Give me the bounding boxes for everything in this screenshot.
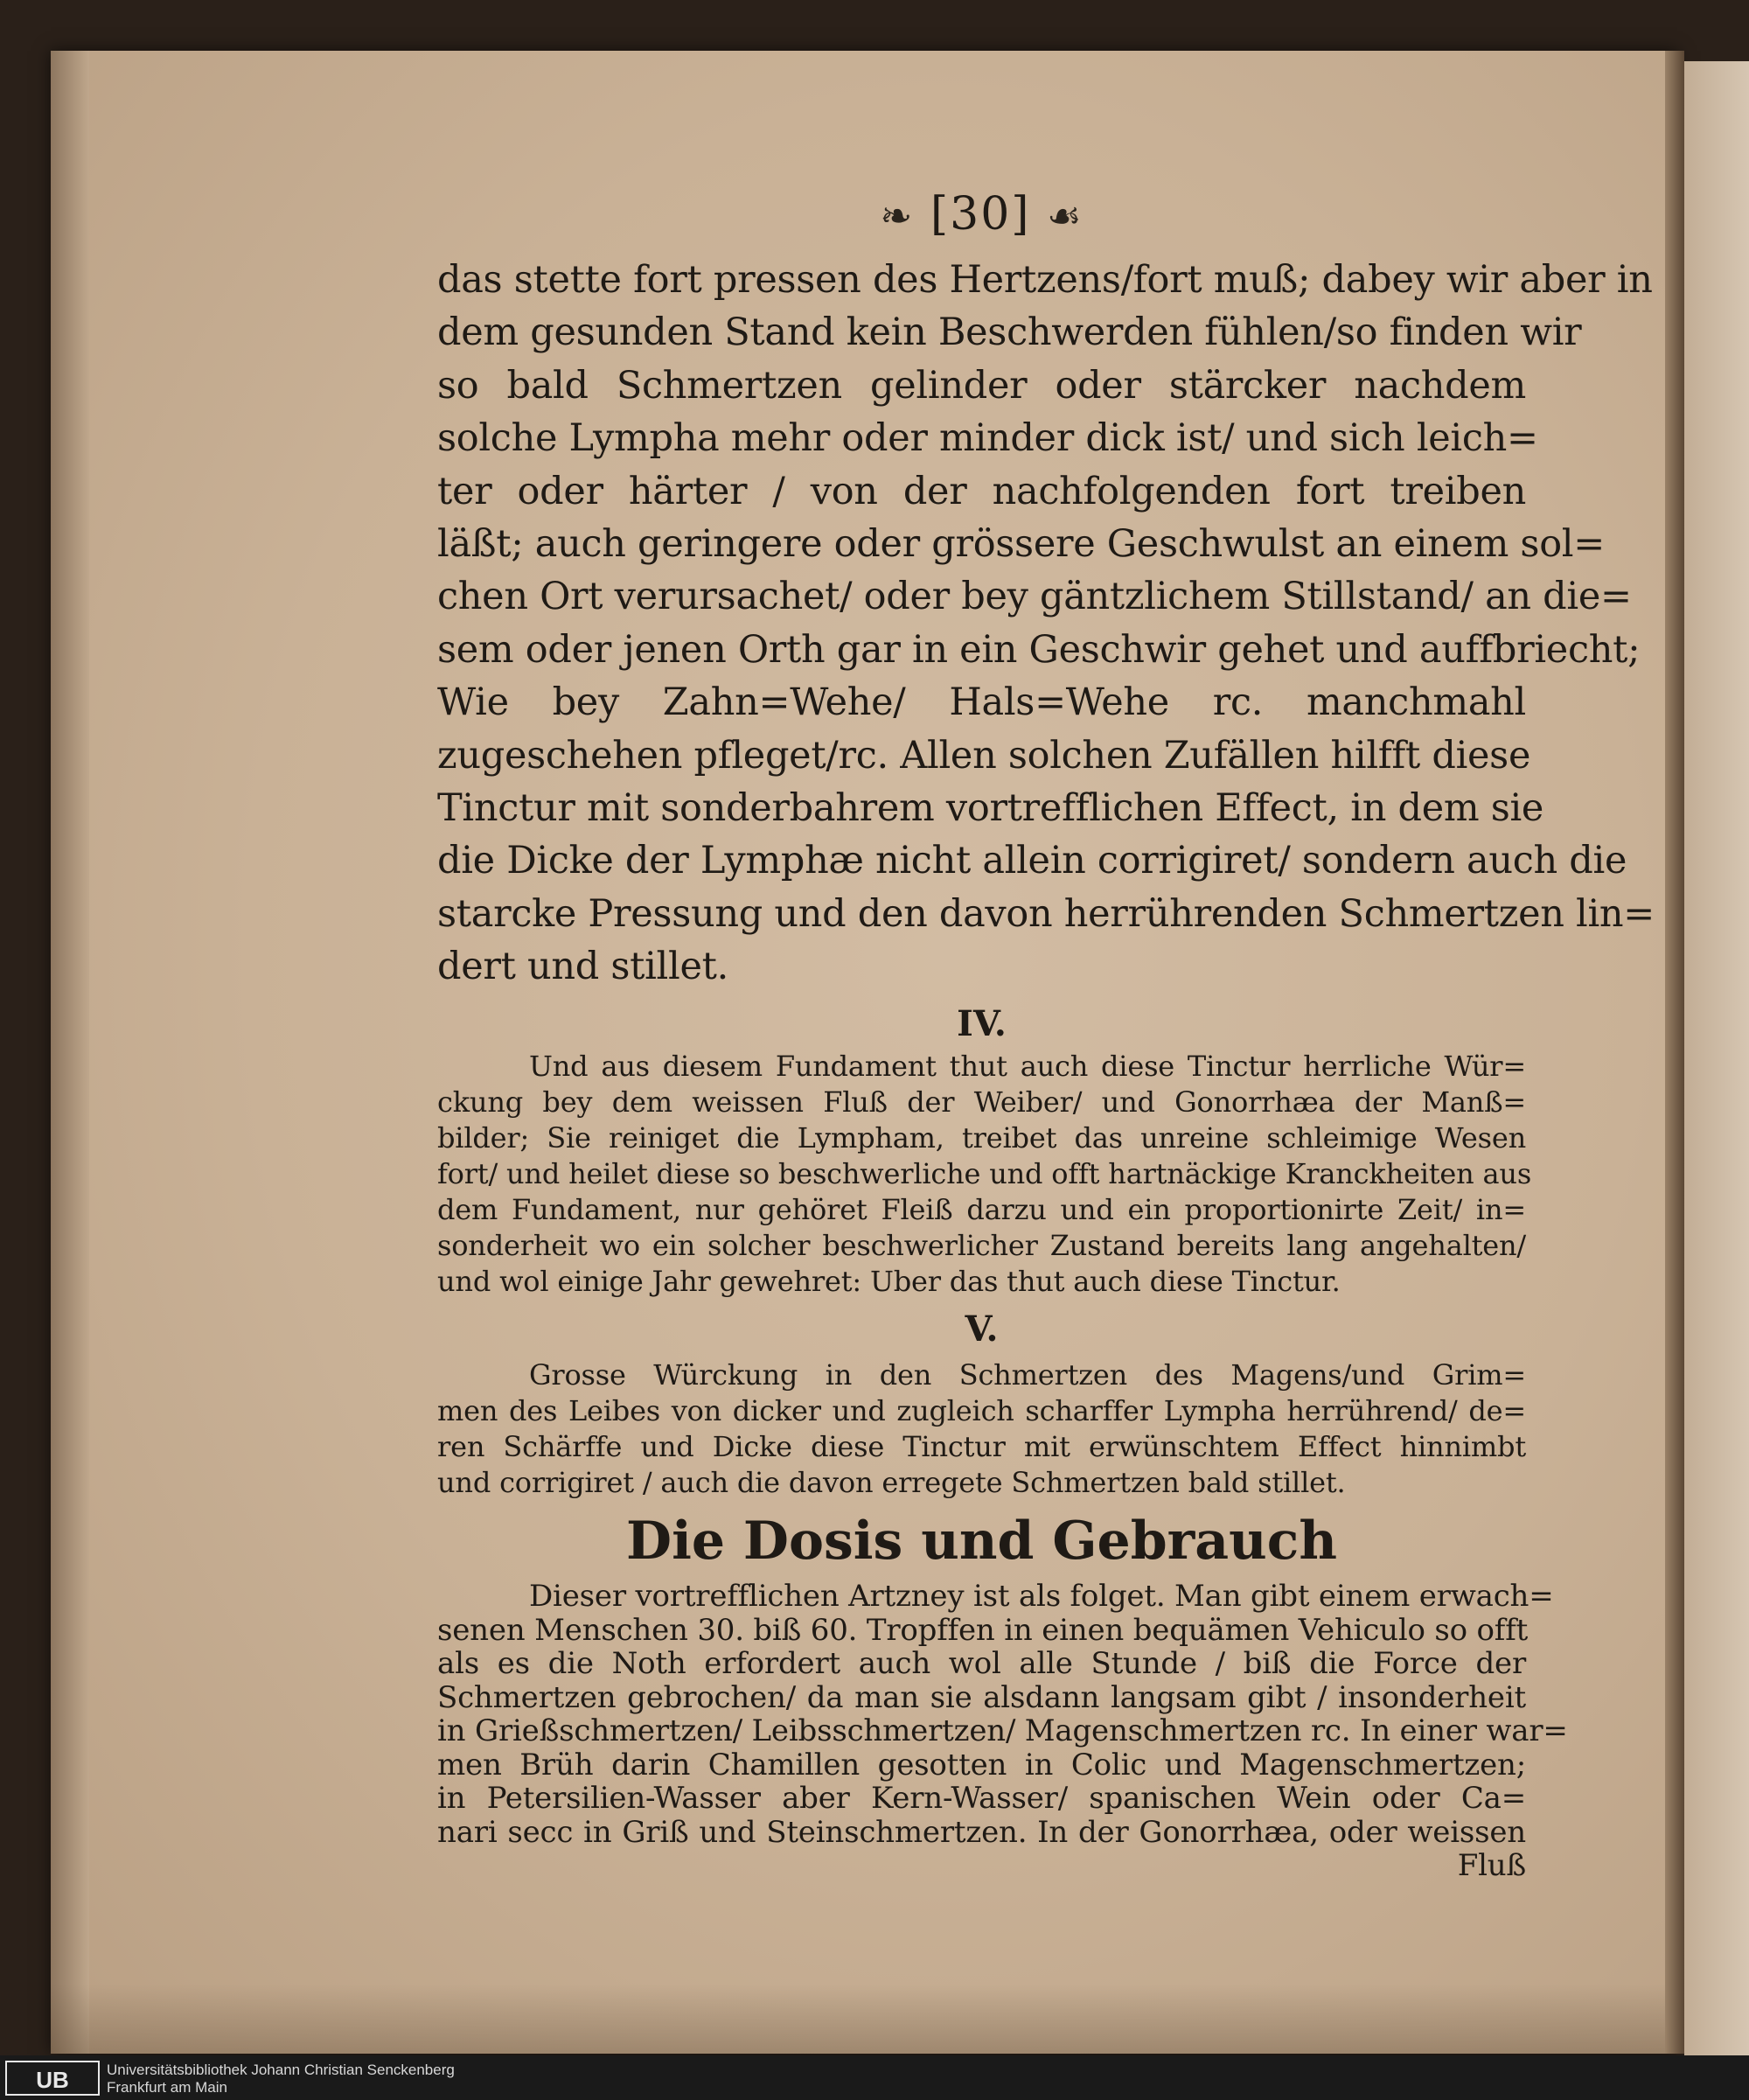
text-line: das stette fort pressen des Hertzens/fort muß; dabey wir aber in bbox=[437, 258, 1653, 302]
text-line: die Dicke der Lymphæ nicht allein corrigiret/ sondern auch die bbox=[437, 839, 1627, 883]
text-line: chen Ort verursachet/ oder bey gäntzlichem Stillstand/ an die= bbox=[437, 575, 1632, 619]
library-name-line-1: Universitätsbibliothek Johann Christian Senckenberg bbox=[107, 2062, 455, 2078]
text-line: zugeschehen pfleget/rc. Allen solchen Zufällen hilfft diese bbox=[437, 733, 1531, 778]
text-line: und corrigiret / auch die davon erregete Schmertzen bald stillet. bbox=[437, 1466, 1346, 1500]
facing-page-edge bbox=[1684, 61, 1749, 2055]
paragraph-section-iv bbox=[437, 1049, 1532, 1300]
ornament-right-icon: ☙ bbox=[1047, 194, 1084, 239]
section-number-v: V. bbox=[965, 1308, 999, 1350]
text-line: sem oder jenen Orth gar in ein Geschwir gehet und auffbriecht; bbox=[437, 627, 1641, 672]
library-name bbox=[107, 2062, 455, 2097]
text-line: dert und stillet. bbox=[437, 945, 728, 989]
text-line: dem gesunden Stand kein Beschwerden fühlen/so finden wir bbox=[437, 310, 1582, 355]
text-line: in Grießschmertzen/ Leibsschmertzen/ Magenschmertzen rc. In einer war= bbox=[437, 1713, 1568, 1749]
text-line: als es die Noth erfordert auch wol alle Stunde / biß die Force der bbox=[437, 1646, 1526, 1682]
text-line: men Brüh darin Chamillen gesotten in Colic und Magenschmertzen; bbox=[437, 1747, 1526, 1783]
paragraph-continuation bbox=[437, 254, 1655, 993]
text-line: senen Menschen 30. biß 60. Tropffen in einen bequämen Vehiculo so offt bbox=[437, 1612, 1529, 1648]
text-line: so bald Schmertzen gelinder oder stärcker nachdem bbox=[437, 363, 1526, 408]
text-line: starcke Pressung und den davon herrührenden Schmertzen lin= bbox=[437, 891, 1655, 936]
book-gutter bbox=[1665, 51, 1684, 2054]
paragraph-section-v bbox=[437, 1357, 1526, 1501]
text-line: Grosse Würckung in den Schmertzen des Magens/und Grim= bbox=[529, 1358, 1526, 1392]
page-text-block bbox=[437, 179, 1655, 1884]
text-line: ter oder härter / von der nachfolgenden fort treiben bbox=[437, 469, 1526, 513]
page-bottom-shadow bbox=[51, 1984, 1677, 2054]
text-line: Tinctur mit sonderbahrem vortrefflichen Effect, in dem sie bbox=[437, 785, 1544, 830]
text-line: ckung bey dem weissen Fluß der Weiber/ und Gonorrhæa der Manß= bbox=[437, 1085, 1526, 1120]
page-number: [30] bbox=[930, 188, 1031, 241]
text-line: Dieser vortrefflichen Artzney ist als folget. Man gibt einem erwach= bbox=[529, 1579, 1554, 1615]
page-header bbox=[437, 179, 1526, 249]
paragraph-dosis bbox=[437, 1579, 1568, 1884]
page-left-edge bbox=[51, 51, 89, 2054]
text-line: fort/ und heilet diese so beschwerliche und offt hartnäckige Kranckheiten aus bbox=[437, 1157, 1532, 1191]
text-line: men des Leibes von dicker und zugleich scharffer Lympha herrührend/ de= bbox=[437, 1394, 1526, 1428]
text-line: in Petersilien-Wasser aber Kern-Wasser/ spanischen Wein oder Ca= bbox=[437, 1781, 1526, 1817]
text-line: dem Fundament, nur gehöret Fleiß darzu und ein proportionirte Zeit/ in= bbox=[437, 1193, 1526, 1227]
text-line: Und aus diesem Fundament thut auch diese Tinctur herrliche Wür= bbox=[529, 1050, 1526, 1084]
text-line: nari secc in Griß und Steinschmertzen. In der Gonorrhæa, oder weissen bbox=[437, 1814, 1526, 1850]
text-line: bilder; Sie reiniget die Lympham, treibet das unreine schleimige Wesen bbox=[437, 1121, 1526, 1155]
heading-dosis: Die Dosis und Gebrauch bbox=[626, 1510, 1337, 1573]
text-line: sonderheit wo ein solcher beschwerlicher Zustand bereits lang angehalten/ bbox=[437, 1229, 1526, 1263]
text-line: Schmertzen gebrochen/ da man sie alsdann langsam gibt / insonderheit bbox=[437, 1679, 1526, 1715]
library-name-line-2: Frankfurt am Main bbox=[107, 2079, 227, 2096]
section-number-iv: IV. bbox=[957, 1003, 1007, 1045]
text-line: Wie bey Zahn=Wehe/ Hals=Wehe rc. manchmahl bbox=[437, 680, 1526, 725]
text-line: ren Schärffe und Dicke diese Tinctur mit erwünschtem Effect hinnimbt bbox=[437, 1430, 1526, 1464]
ub-logo: UB bbox=[5, 2061, 100, 2096]
text-line: und wol einige Jahr gewehret: Uber das thut auch diese Tinctur. bbox=[437, 1265, 1341, 1299]
text-line: läßt; auch geringere oder grössere Geschwulst an einem sol= bbox=[437, 521, 1605, 566]
ornament-left-icon: ❧ bbox=[880, 194, 915, 239]
text-line: solche Lympha mehr oder minder dick ist/ und sich leich= bbox=[437, 416, 1538, 461]
catchword: Fluß bbox=[1457, 1848, 1526, 1884]
